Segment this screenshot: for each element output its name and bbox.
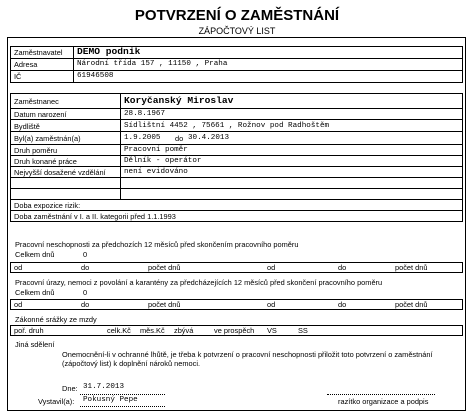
incapacity-total-label: Celkem dnů xyxy=(15,250,55,259)
deductions-ss-label: SS xyxy=(298,326,308,335)
deductions-remaining-label: zbývá xyxy=(174,326,194,335)
deductions-type-label: poř. druh xyxy=(14,326,44,335)
employee-label: Zaměstnanec xyxy=(14,97,59,106)
incapacity-days2-label: počet dnů xyxy=(395,263,428,272)
page-title: POTVRZENÍ O ZAMĚSTNÁNÍ xyxy=(134,7,340,24)
residence-label: Bydliště xyxy=(14,122,40,131)
other-line-1: Onemocnění-li v ochranné lhůtě, je třeba k potvrzení o pracovní neschopnosti přiložit toto potvrzení o zaměstnání xyxy=(62,350,433,359)
employment-type: Pracovní poměr xyxy=(124,146,188,154)
other-line-2: (zápočtový list) k doplnění nároků nemoci. xyxy=(62,359,201,368)
ic-label: IČ xyxy=(14,72,22,81)
employee-name: Koryčanský Miroslav xyxy=(124,95,234,106)
date-line xyxy=(80,394,165,395)
incapacity-heading: Pracovní neschopnosti za předchozích 12 měsíců před skončením pracovního poměru xyxy=(15,240,299,249)
employer-address: Národní třída 157 , 11150 , Praha xyxy=(77,60,228,68)
injuries-from2-label: od xyxy=(267,300,276,309)
type-label: Druh poměru xyxy=(14,146,58,155)
exposure-label: Doba expozice rizik: xyxy=(14,201,81,210)
employer-ic: 61946508 xyxy=(77,72,114,80)
birth-label: Datum narození xyxy=(14,110,67,119)
education: není evidováno xyxy=(124,168,188,176)
employed-label: Byl(a) zaměstnán(a) xyxy=(14,134,81,143)
employed-to-label: do xyxy=(175,134,184,143)
deductions-heading: Zákonné srážky ze mzdy xyxy=(15,315,97,324)
residence: Sídlištní 4452 , 75661 , Rožnov pod Radhoštěm xyxy=(124,122,330,130)
incapacity-from-label: od xyxy=(14,263,23,272)
incapacity-to-label: do xyxy=(81,263,90,272)
employer-label: Zaměstnavatel xyxy=(14,48,63,57)
deductions-vs-label: VS xyxy=(267,326,277,335)
signature-line xyxy=(327,394,435,395)
injuries-to-label: do xyxy=(81,300,90,309)
injuries-days2-label: počet dnů xyxy=(395,300,428,309)
work-type: Dělník - operátor xyxy=(124,157,202,165)
education-label: Nejvyšší dosažené vzdělání xyxy=(14,168,106,177)
injuries-heading: Pracovní úrazy, nemoci z povolání a karantény za předcházejících 12 měsíců před skončení pracovního poměru xyxy=(15,278,383,287)
address-label: Adresa xyxy=(14,60,38,69)
employed-from: 1.9.2005 xyxy=(124,134,161,142)
employer-name: DEMO podnik xyxy=(77,46,141,57)
issue-date: 31.7.2013 xyxy=(83,383,125,391)
page-subtitle: ZÁPOČTOVÝ LIST xyxy=(198,26,276,36)
incapacity-days-label: počet dnů xyxy=(148,263,181,272)
employed-to: 30.4.2013 xyxy=(188,134,230,142)
injuries-total-value: 0 xyxy=(83,288,88,297)
stamp-label: razítko organizace a podpis xyxy=(338,397,429,406)
work-label: Druh konané práce xyxy=(14,157,77,166)
deductions-total-label: celk.Kč xyxy=(107,326,131,335)
deductions-monthly-label: měs.Kč xyxy=(140,326,165,335)
other-heading: Jiná sdělení xyxy=(15,340,55,349)
incapacity-from2-label: od xyxy=(267,263,276,272)
injuries-days-label: počet dnů xyxy=(148,300,181,309)
incapacity-total-value: 0 xyxy=(83,250,88,259)
issued-by: Pokusný Pepe xyxy=(83,396,138,404)
injuries-to2-label: do xyxy=(338,300,347,309)
category-label: Doba zaměstnání v I. a II. kategorii před 1.1.1993 xyxy=(14,212,176,221)
injuries-from-label: od xyxy=(14,300,23,309)
issued-line xyxy=(80,406,165,407)
birth-date: 28.8.1967 xyxy=(124,110,166,118)
date-label: Dne: xyxy=(62,384,78,393)
injuries-total-label: Celkem dnů xyxy=(15,288,55,297)
issued-by-label: Vystavil(a): xyxy=(38,397,75,406)
incapacity-to2-label: do xyxy=(338,263,347,272)
deductions-beneficiary-label: ve prospěch xyxy=(214,326,255,335)
